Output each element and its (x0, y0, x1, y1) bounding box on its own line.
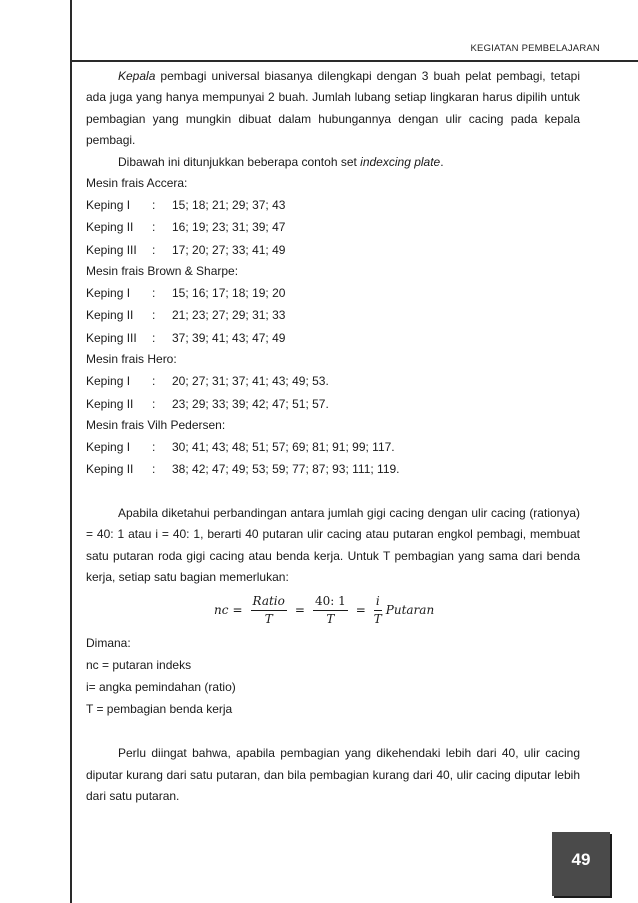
plate-row (86, 327, 580, 349)
plate-sep: : (152, 308, 156, 323)
plate-row (86, 282, 580, 304)
intro-lead-word: Kepala (118, 69, 156, 83)
fraction-i (374, 594, 382, 627)
definition-item: T = pembagian benda kerja (86, 702, 233, 717)
examples-prefix: Dibawah ini ditunjukkan beberapa contoh set (118, 154, 361, 169)
page-content (86, 66, 580, 808)
plate-label: Keping I (86, 285, 131, 300)
plate-row (86, 194, 580, 216)
definitions-heading: Dimana: (86, 636, 131, 651)
plate-values: 16; 19; 23; 31; 39; 47 (172, 220, 286, 235)
plate-values: 17; 20; 27; 33; 41; 49 (172, 242, 286, 257)
plate-row (86, 393, 580, 415)
plate-values: 15; 16; 17; 18; 19; 20 (172, 285, 286, 300)
machine-title: Mesin frais Hero: (86, 352, 177, 367)
plate-label: Keping II (86, 220, 134, 235)
plate-sep: : (152, 374, 156, 389)
index-formula (86, 588, 580, 632)
formula-tail: Putaran (385, 603, 435, 618)
machine-title: Mesin frais Brown & Sharpe: (86, 263, 239, 278)
fraction-numerator: i (374, 594, 382, 611)
plate-sep: : (152, 197, 156, 212)
fraction-denominator: T (373, 611, 382, 626)
plate-label: Keping I (86, 374, 131, 389)
plate-row (86, 436, 580, 458)
closing-paragraph: Perlu diingat bahwa, apabila pembagian yang dikehendaki lebih dari 40, ulir cacing diputar kurang dari satu putaran, dan bila pembagian kurang dari 40, ulir cacing diputar lebih dari satu putaran. (86, 746, 580, 804)
plate-row (86, 458, 580, 480)
fraction-denominator: T (326, 611, 335, 626)
plate-label: Keping II (86, 308, 134, 323)
plate-label: Keping II (86, 396, 134, 411)
page-number: 49 (571, 850, 591, 869)
header-label: KEGIATAN PEMBELAJARAN (470, 43, 600, 54)
plate-label: Keping III (86, 330, 137, 345)
machine-title: Mesin frais Vilh Pedersen: (86, 417, 226, 432)
fraction-numerator: 40: 1 (313, 594, 348, 611)
fraction-ratio (251, 594, 287, 627)
definition-item: i= angka pemindahan (ratio) (86, 680, 236, 695)
plate-sep: : (152, 285, 156, 300)
formula-lhs: nc (214, 603, 229, 618)
fraction-numerator: Ratio (251, 594, 287, 611)
formula-eq: = (294, 603, 305, 618)
plate-sep: : (152, 242, 156, 257)
plate-sep: : (152, 462, 156, 477)
page-number-badge (552, 832, 610, 896)
intro-paragraph (86, 66, 580, 152)
plate-sep: : (152, 220, 156, 235)
spacer (86, 720, 580, 743)
plate-values: 21; 23; 27; 29; 31; 33 (172, 308, 286, 323)
plate-sep: : (152, 330, 156, 345)
plate-values: 23; 29; 33; 39; 42; 47; 51; 57. (172, 396, 329, 411)
intro-text: pembagi universal biasanya dilengkapi dengan 3 buah pelat pembagi, tetapi ada juga yang hanya mempunyai 2 buah. Jumlah lubang setiap lingkaran harus dipilih untuk pembagian yang mungkin dibuat dalam hubungannya dengan ulir cacing pada kepala pembagi. (86, 69, 580, 148)
formula-eq: = (355, 603, 366, 618)
plate-values: 15; 18; 21; 29; 37; 43 (172, 197, 286, 212)
definition-item: nc = putaran indeks (86, 658, 192, 673)
formula-eq: = (232, 603, 243, 618)
examples-line (86, 152, 580, 173)
plate-row (86, 239, 580, 261)
machine-title: Mesin frais Accera: (86, 175, 188, 190)
plate-row (86, 304, 580, 326)
ratio-paragraph: Apabila diketahui perbandingan antara jumlah gigi cacing dengan ulir cacing (rationya) = 40: 1 atau i = 40: 1, berarti 40 putaran ulir cacing atau putaran engkol pembagi, membuat satu putaran roda gigi cacing atau benda kerja. Untuk T pembagian yang sama dari benda kerja, setiap satu bagian memerlukan: (86, 505, 580, 584)
header-rule (70, 60, 638, 62)
margin-vertical-rule (70, 0, 72, 903)
plate-sep: : (152, 439, 156, 454)
examples-suffix: . (440, 154, 444, 169)
plate-label: Keping III (86, 242, 137, 257)
plate-row (86, 370, 580, 392)
fraction-40-1 (313, 594, 348, 627)
examples-italic: indexcing plate (360, 154, 441, 169)
plate-values: 37; 39; 41; 43; 47; 49 (172, 330, 286, 345)
spacer (86, 481, 580, 503)
plate-sep: : (152, 396, 156, 411)
plate-label: Keping I (86, 439, 131, 454)
plate-values: 20; 27; 31; 37; 41; 43; 49; 53. (172, 374, 329, 389)
plate-label: Keping I (86, 197, 131, 212)
plate-values: 38; 42; 47; 49; 53; 59; 77; 87; 93; 111; 119. (172, 462, 400, 477)
plate-label: Keping II (86, 462, 134, 477)
plate-values: 30; 41; 43; 48; 51; 57; 69; 81; 91; 99; 117. (172, 439, 395, 454)
plate-row (86, 216, 580, 238)
fraction-denominator: T (264, 611, 273, 626)
